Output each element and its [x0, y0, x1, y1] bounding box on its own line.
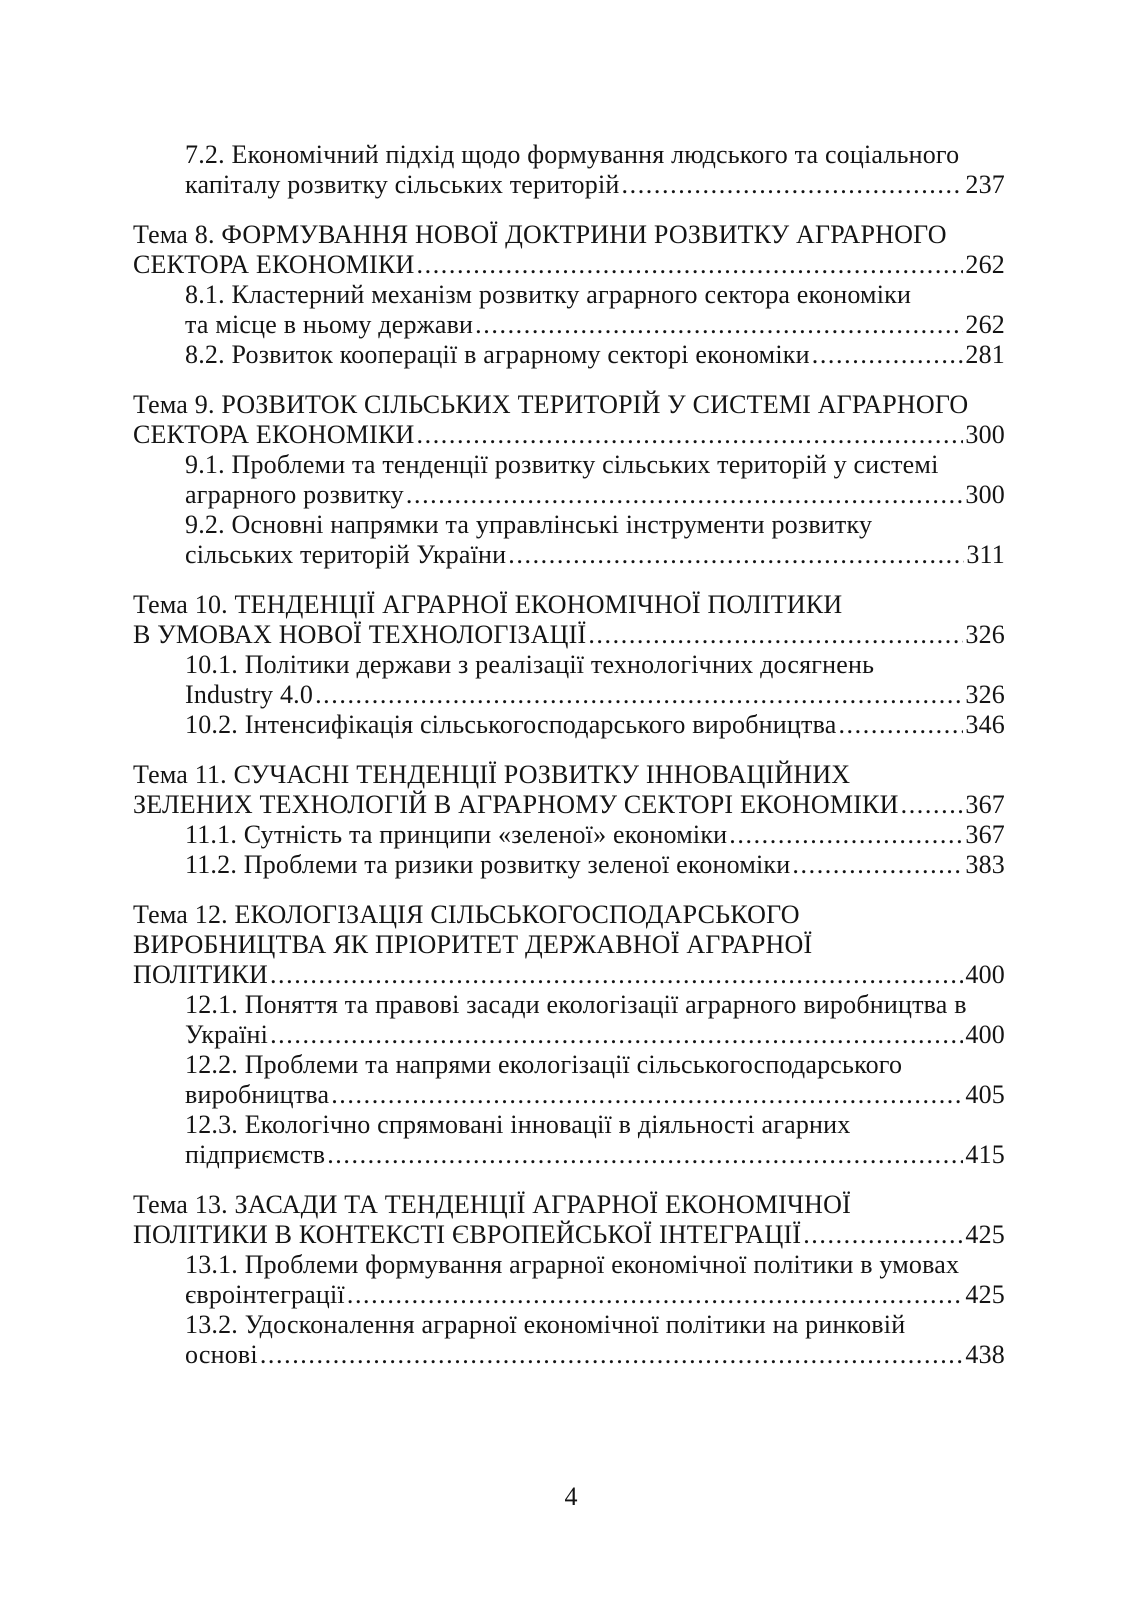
- leader-dots: [417, 250, 964, 280]
- leader-dots: [315, 680, 963, 710]
- toc-entry-text: сільських територій України: [185, 540, 507, 569]
- toc-entry: [133, 650, 1005, 710]
- leader-dots: [270, 1020, 963, 1050]
- leader-dots: [901, 790, 964, 820]
- toc-entry-text: Україні: [185, 1020, 269, 1049]
- toc-entry-pageref: 281: [965, 340, 1005, 369]
- toc-entry-line: 9.2. Основні напрямки та управлінські інструменти розвитку: [185, 510, 873, 539]
- toc-entry-pageref: 300: [965, 480, 1005, 509]
- toc-entry-line: Тема 10. ТЕНДЕНЦІЇ АГРАРНОЇ ЕКОНОМІЧНОЇ ПОЛІТИКИ: [133, 590, 843, 619]
- toc-entry-text: 11.2. Проблеми та ризики розвитку зеленої економіки: [185, 850, 791, 879]
- leader-dots: [838, 710, 963, 740]
- toc-entry-lastline: [133, 710, 1005, 740]
- toc-entry-lastline: [133, 790, 1005, 820]
- toc-entry-text: ПОЛІТИКИ: [133, 960, 268, 989]
- toc-entry: [133, 590, 1005, 650]
- toc-entry-text: СЕКТОРА ЕКОНОМІКИ: [133, 250, 415, 279]
- toc-entry-line: Тема 11. СУЧАСНІ ТЕНДЕНЦІЇ РОЗВИТКУ ІННОВАЦІЙНИХ: [133, 760, 851, 789]
- toc-entry-pageref: 425: [965, 1220, 1005, 1249]
- toc-entry: [133, 220, 1005, 280]
- toc-entry-line: 12.3. Екологічно спрямовані інновації в діяльності агарних: [185, 1110, 851, 1139]
- toc-entry-lastline: [133, 1140, 1005, 1170]
- toc-entry-line: 10.1. Політики держави з реалізації технологічних досягнень: [185, 650, 875, 679]
- toc-entry-pageref: 237: [965, 170, 1005, 199]
- toc-entry: [133, 1110, 1005, 1170]
- toc-entry-text: В УМОВАХ НОВОЇ ТЕХНОЛОГІЗАЦІЇ: [133, 620, 587, 649]
- toc-entry: [133, 340, 1005, 370]
- toc-entry-line: 7.2. Економічний підхід щодо формування людського та соціального: [185, 140, 960, 169]
- leader-dots: [508, 540, 964, 570]
- toc-entry-text: виробництва: [185, 1080, 330, 1109]
- toc-entry-lastline: [133, 1280, 1005, 1310]
- leader-dots: [729, 820, 963, 850]
- toc-entry-lastline: [133, 1220, 1005, 1250]
- toc-entry-lastline: [133, 850, 1005, 880]
- leader-dots: [803, 1220, 963, 1250]
- toc-entry-lastline: [133, 250, 1005, 280]
- toc-entry-pageref: 425: [965, 1280, 1005, 1309]
- leader-dots: [327, 1140, 963, 1170]
- toc-entry-lastline: [133, 1340, 1005, 1370]
- toc-entry-line: 12.1. Поняття та правові засади екологізації аграрного виробництва в: [185, 990, 967, 1019]
- leader-dots: [417, 420, 964, 450]
- toc-entry-lastline: [133, 480, 1005, 510]
- toc-entry: [133, 900, 1005, 990]
- toc-entry-text: 10.2. Інтенсифікація сільськогосподарського виробництва: [185, 710, 837, 739]
- toc-entry-lastline: [133, 420, 1005, 450]
- toc-entry-line: Тема 8. ФОРМУВАННЯ НОВОЇ ДОКТРИНИ РОЗВИТКУ АГРАРНОГО: [133, 220, 947, 249]
- toc-entry: [133, 760, 1005, 820]
- toc-entry: [133, 850, 1005, 880]
- toc-entry-lastline: [133, 340, 1005, 370]
- toc-entry: [133, 820, 1005, 850]
- toc-entry-lastline: [133, 680, 1005, 710]
- leader-dots: [588, 620, 963, 650]
- leader-dots: [270, 960, 963, 990]
- toc-entry: [133, 140, 1005, 200]
- toc-entry-lastline: [133, 310, 1005, 340]
- toc-entry-lastline: [133, 1020, 1005, 1050]
- toc-entry-text: ПОЛІТИКИ В КОНТЕКСТІ ЄВРОПЕЙСЬКОЇ ІНТЕГРАЦІЇ: [133, 1220, 802, 1249]
- toc-entry: [133, 990, 1005, 1050]
- toc-entry-line: Тема 9. РОЗВИТОК СІЛЬСЬКИХ ТЕРИТОРІЙ У СИСТЕМІ АГРАРНОГО: [133, 390, 969, 419]
- toc-entry-text: ЗЕЛЕНИХ ТЕХНОЛОГІЙ В АГРАРНОМУ СЕКТОРІ ЕКОНОМІКИ: [133, 790, 899, 819]
- toc-entry-text: аграрного розвитку: [185, 480, 404, 509]
- toc-entry-lastline: [133, 820, 1005, 850]
- toc-entry-pageref: 300: [965, 420, 1005, 449]
- toc-entry-lastline: [133, 960, 1005, 990]
- leader-dots: [331, 1080, 963, 1110]
- leader-dots: [792, 850, 963, 880]
- toc-entry-text: підприємств: [185, 1140, 326, 1169]
- toc-entry: [133, 1050, 1005, 1110]
- toc-entry-pageref: 438: [965, 1340, 1005, 1369]
- toc-entry-pageref: 415: [965, 1140, 1005, 1169]
- leader-dots: [475, 310, 963, 340]
- toc-list: [133, 140, 1005, 1370]
- toc-entry-text: та місце в ньому держави: [185, 310, 474, 339]
- toc-entry: [133, 710, 1005, 740]
- toc-entry-lastline: [133, 1080, 1005, 1110]
- toc-entry: [133, 280, 1005, 340]
- toc-entry-line: 13.2. Удосконалення аграрної економічної політики на ринковій: [185, 1310, 906, 1339]
- toc-entry-pageref: 326: [965, 620, 1005, 649]
- toc-entry-pageref: 383: [965, 850, 1005, 879]
- toc-entry-text: 8.2. Розвиток кооперації в аграрному секторі економіки: [185, 340, 810, 369]
- toc-entry-pageref: 326: [965, 680, 1005, 709]
- toc-entry: [133, 1190, 1005, 1250]
- toc-entry-text: капіталу розвитку сільських територій: [185, 170, 620, 199]
- toc-entry: [133, 390, 1005, 450]
- toc-entry: [133, 1310, 1005, 1370]
- toc-entry-lastline: [133, 620, 1005, 650]
- toc-entry-line: 13.1. Проблеми формування аграрної економічної політики в умовах: [185, 1250, 960, 1279]
- toc-entry: [133, 1250, 1005, 1310]
- toc-entry-text: СЕКТОРА ЕКОНОМІКИ: [133, 420, 415, 449]
- toc-entry-lastline: [133, 170, 1005, 200]
- leader-dots: [812, 340, 964, 370]
- toc-entry-pageref: 367: [965, 790, 1005, 819]
- toc-entry-text: євроінтеграції: [185, 1280, 345, 1309]
- toc-entry-pageref: 400: [965, 960, 1005, 989]
- toc-entry-line: ВИРОБНИЦТВА ЯК ПРІОРИТЕТ ДЕРЖАВНОЇ АГРАРНОЇ: [133, 930, 813, 959]
- toc-entry-line: Тема 12. ЕКОЛОГІЗАЦІЯ СІЛЬСЬКОГОСПОДАРСЬКОГО: [133, 900, 800, 929]
- toc-entry-pageref: 262: [965, 250, 1005, 279]
- toc-entry-pageref: 405: [965, 1080, 1005, 1109]
- toc-entry-pageref: 346: [965, 710, 1005, 739]
- page-number: 4: [564, 1482, 578, 1511]
- leader-dots: [406, 480, 964, 510]
- toc-entry-pageref: 262: [965, 310, 1005, 339]
- toc-entry-text: основі: [185, 1340, 258, 1369]
- leader-dots: [260, 1340, 964, 1370]
- toc-entry-line: Тема 13. ЗАСАДИ ТА ТЕНДЕНЦІЇ АГРАРНОЇ ЕКОНОМІЧНОЇ: [133, 1190, 851, 1219]
- toc-entry-pageref: 367: [965, 820, 1005, 849]
- toc-entry-text: Industry 4.0: [185, 680, 314, 709]
- toc-entry: [133, 510, 1005, 570]
- leader-dots: [347, 1280, 964, 1310]
- toc-entry-pageref: 400: [965, 1020, 1005, 1049]
- toc-entry-pageref: 311: [966, 540, 1005, 569]
- toc-entry-text: 11.1. Сутність та принципи «зеленої» економіки: [185, 820, 728, 849]
- leader-dots: [622, 170, 964, 200]
- toc-entry-line: 9.1. Проблеми та тенденції розвитку сільських територій у системі: [185, 450, 939, 479]
- toc-entry-line: 12.2. Проблеми та напрями екологізації сільськогосподарського: [185, 1050, 903, 1079]
- toc-entry-lastline: [133, 540, 1005, 570]
- toc-entry-line: 8.1. Кластерний механізм розвитку аграрного сектора економіки: [185, 280, 912, 309]
- toc-entry: [133, 450, 1005, 510]
